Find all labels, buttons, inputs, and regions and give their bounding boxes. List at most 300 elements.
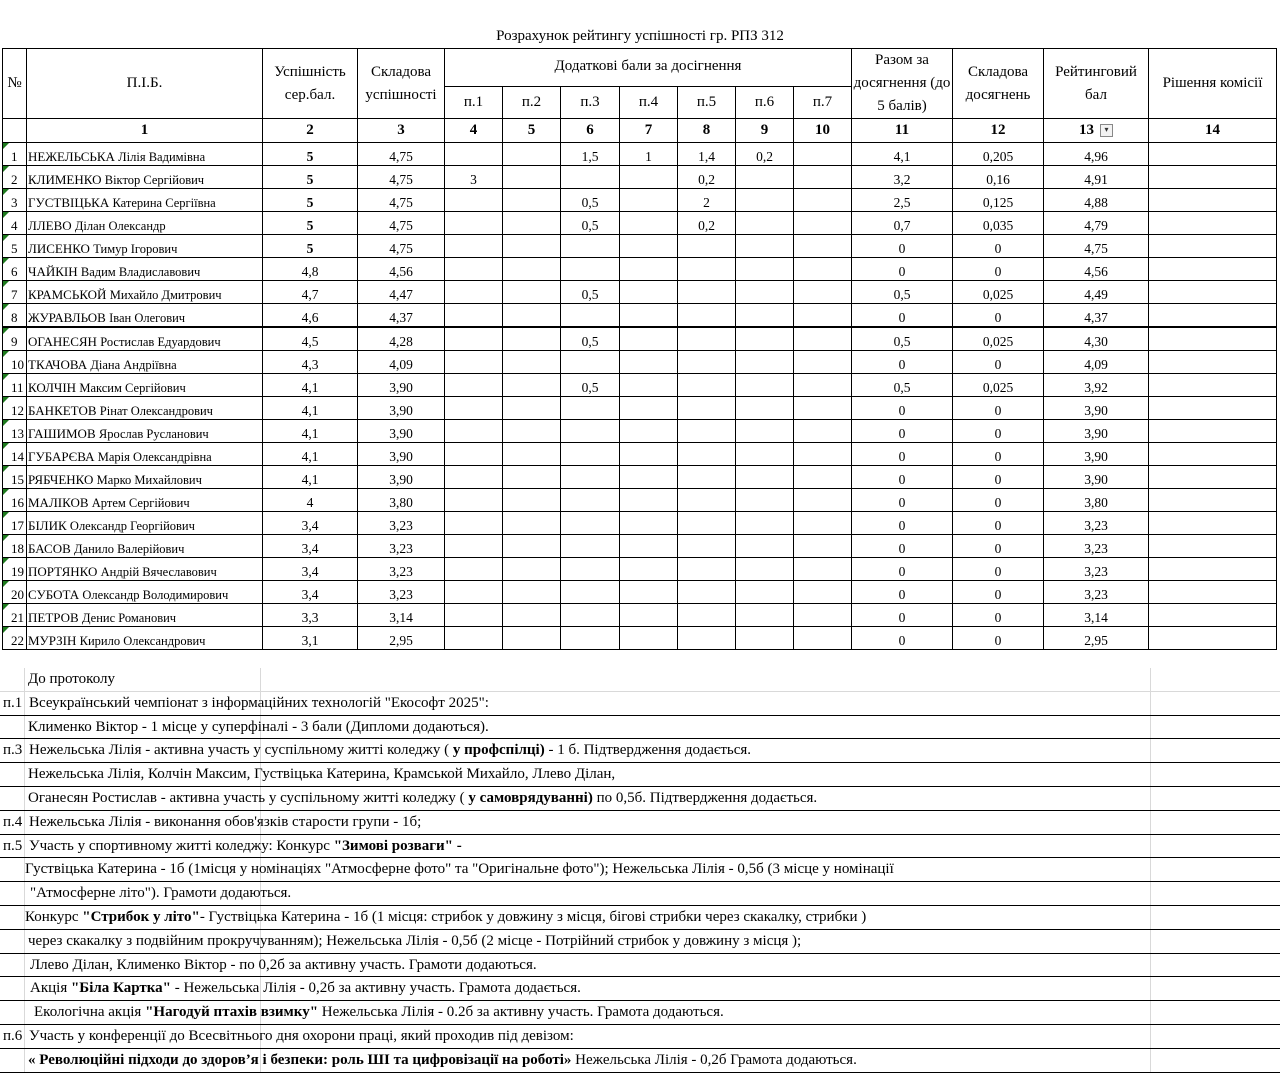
cell-p5[interactable]: 1,4 (678, 143, 736, 166)
student-name-cell[interactable] (27, 374, 263, 397)
cell-p4[interactable] (620, 212, 678, 235)
cell-p4[interactable] (620, 327, 678, 351)
cell-decision[interactable] (1149, 189, 1277, 212)
cell-p7[interactable] (794, 604, 852, 627)
student-name-cell[interactable] (27, 235, 263, 258)
cell-avg[interactable]: 3,4 (263, 512, 358, 535)
cell-p5[interactable] (678, 535, 736, 558)
cell-p2[interactable] (503, 581, 561, 604)
cell-p1[interactable] (445, 327, 503, 351)
cell-p2[interactable] (503, 351, 561, 374)
cell-comp[interactable]: 3,14 (358, 604, 445, 627)
cell-p7[interactable] (794, 466, 852, 489)
cell-p2[interactable] (503, 212, 561, 235)
cell-p7[interactable] (794, 420, 852, 443)
cell-p5[interactable] (678, 351, 736, 374)
cell-p5[interactable] (678, 258, 736, 281)
cell-comp[interactable]: 3,90 (358, 374, 445, 397)
cell-p2[interactable] (503, 235, 561, 258)
cell-comp[interactable]: 3,80 (358, 489, 445, 512)
student-name-cell[interactable] (27, 143, 263, 166)
cell-rating[interactable]: 4,49 (1044, 281, 1149, 304)
cell-p1[interactable] (445, 535, 503, 558)
cell-p2[interactable] (503, 512, 561, 535)
cell-p3[interactable] (561, 351, 620, 374)
cell-p7[interactable] (794, 443, 852, 466)
cell-p5[interactable]: 0,2 (678, 212, 736, 235)
cell-p6[interactable] (736, 558, 794, 581)
cell-comp[interactable]: 3,23 (358, 512, 445, 535)
cell-p5[interactable] (678, 512, 736, 535)
cell-rating[interactable]: 4,09 (1044, 351, 1149, 374)
cell-p3[interactable]: 0,5 (561, 327, 620, 351)
cell-p7[interactable] (794, 189, 852, 212)
row-number-cell[interactable]: 13 (3, 420, 27, 443)
cell-ach[interactable]: 0 (953, 604, 1044, 627)
cell-total[interactable]: 0,7 (852, 212, 953, 235)
student-name-cell[interactable] (27, 512, 263, 535)
cell-p4[interactable] (620, 258, 678, 281)
cell-p6[interactable] (736, 581, 794, 604)
cell-p1[interactable] (445, 512, 503, 535)
cell-p2[interactable] (503, 166, 561, 189)
cell-p4[interactable] (620, 235, 678, 258)
cell-ach[interactable]: 0 (953, 235, 1044, 258)
cell-ach[interactable]: 0,035 (953, 212, 1044, 235)
cell-p3[interactable] (561, 604, 620, 627)
cell-comp[interactable]: 3,90 (358, 420, 445, 443)
cell-ach[interactable]: 0 (953, 258, 1044, 281)
cell-p2[interactable] (503, 443, 561, 466)
row-number-cell[interactable]: 22 (3, 627, 27, 650)
cell-avg[interactable]: 4,1 (263, 374, 358, 397)
cell-comp[interactable]: 3,23 (358, 535, 445, 558)
cell-total[interactable]: 4,1 (852, 143, 953, 166)
row-number-cell[interactable]: 19 (3, 558, 27, 581)
cell-p3[interactable] (561, 489, 620, 512)
cell-p1[interactable] (445, 627, 503, 650)
cell-rating[interactable]: 4,88 (1044, 189, 1149, 212)
cell-p3[interactable]: 1,5 (561, 143, 620, 166)
row-number-cell[interactable]: 7 (3, 281, 27, 304)
cell-comp[interactable]: 3,23 (358, 558, 445, 581)
cell-avg[interactable]: 4,5 (263, 327, 358, 351)
cell-total[interactable]: 0 (852, 397, 953, 420)
cell-p2[interactable] (503, 535, 561, 558)
cell-p6[interactable] (736, 189, 794, 212)
cell-p1[interactable] (445, 397, 503, 420)
cell-avg[interactable]: 5 (263, 212, 358, 235)
cell-decision[interactable] (1149, 235, 1277, 258)
cell-total[interactable]: 0 (852, 627, 953, 650)
cell-decision[interactable] (1149, 466, 1277, 489)
cell-p6[interactable] (736, 212, 794, 235)
cell-total[interactable]: 0 (852, 581, 953, 604)
cell-p4[interactable] (620, 489, 678, 512)
cell-rating[interactable]: 3,23 (1044, 581, 1149, 604)
cell-avg[interactable]: 5 (263, 189, 358, 212)
cell-p1[interactable] (445, 604, 503, 627)
cell-p1[interactable]: 3 (445, 166, 503, 189)
cell-ach[interactable]: 0 (953, 489, 1044, 512)
cell-decision[interactable] (1149, 512, 1277, 535)
cell-rating[interactable]: 4,37 (1044, 304, 1149, 328)
cell-comp[interactable]: 2,95 (358, 627, 445, 650)
cell-rating[interactable]: 4,30 (1044, 327, 1149, 351)
cell-p6[interactable] (736, 374, 794, 397)
cell-total[interactable]: 0 (852, 235, 953, 258)
student-name-cell[interactable] (27, 489, 263, 512)
cell-p2[interactable] (503, 466, 561, 489)
cell-rating[interactable]: 4,56 (1044, 258, 1149, 281)
cell-avg[interactable]: 3,4 (263, 581, 358, 604)
cell-decision[interactable] (1149, 535, 1277, 558)
cell-rating[interactable]: 4,79 (1044, 212, 1149, 235)
cell-avg[interactable]: 4,1 (263, 420, 358, 443)
cell-p5[interactable] (678, 281, 736, 304)
student-name-cell[interactable] (27, 304, 263, 328)
cell-p6[interactable] (736, 166, 794, 189)
cell-rating[interactable]: 3,23 (1044, 512, 1149, 535)
cell-p7[interactable] (794, 558, 852, 581)
cell-p7[interactable] (794, 374, 852, 397)
cell-p3[interactable]: 0,5 (561, 281, 620, 304)
cell-comp[interactable]: 4,37 (358, 304, 445, 328)
student-name-cell[interactable] (27, 443, 263, 466)
cell-p7[interactable] (794, 535, 852, 558)
cell-p4[interactable] (620, 374, 678, 397)
cell-decision[interactable] (1149, 397, 1277, 420)
cell-decision[interactable] (1149, 604, 1277, 627)
row-number-cell[interactable]: 4 (3, 212, 27, 235)
cell-p7[interactable] (794, 281, 852, 304)
cell-p7[interactable] (794, 304, 852, 328)
cell-decision[interactable] (1149, 327, 1277, 351)
cell-p1[interactable] (445, 189, 503, 212)
cell-decision[interactable] (1149, 258, 1277, 281)
cell-p1[interactable] (445, 489, 503, 512)
cell-p3[interactable] (561, 420, 620, 443)
cell-total[interactable]: 0,5 (852, 281, 953, 304)
cell-ach[interactable]: 0 (953, 581, 1044, 604)
cell-p6[interactable] (736, 535, 794, 558)
cell-rating[interactable]: 3,90 (1044, 466, 1149, 489)
cell-p4[interactable] (620, 420, 678, 443)
row-number-cell[interactable]: 17 (3, 512, 27, 535)
cell-p4[interactable] (620, 581, 678, 604)
cell-avg[interactable]: 4,6 (263, 304, 358, 328)
cell-p4[interactable] (620, 443, 678, 466)
cell-total[interactable]: 0 (852, 420, 953, 443)
cell-decision[interactable] (1149, 420, 1277, 443)
cell-p1[interactable] (445, 443, 503, 466)
cell-p5[interactable] (678, 374, 736, 397)
row-number-cell[interactable]: 18 (3, 535, 27, 558)
cell-avg[interactable]: 4,7 (263, 281, 358, 304)
cell-total[interactable]: 0 (852, 304, 953, 328)
cell-p4[interactable] (620, 512, 678, 535)
cell-rating[interactable]: 2,95 (1044, 627, 1149, 650)
cell-rating[interactable]: 3,92 (1044, 374, 1149, 397)
cell-total[interactable]: 0 (852, 258, 953, 281)
cell-avg[interactable]: 3,4 (263, 558, 358, 581)
cell-ach[interactable]: 0 (953, 351, 1044, 374)
cell-total[interactable]: 0,5 (852, 327, 953, 351)
cell-p7[interactable] (794, 212, 852, 235)
student-name-cell[interactable] (27, 281, 263, 304)
cell-avg[interactable]: 3,4 (263, 535, 358, 558)
cell-p5[interactable] (678, 327, 736, 351)
cell-p3[interactable]: 0,5 (561, 212, 620, 235)
cell-p2[interactable] (503, 489, 561, 512)
cell-ach[interactable]: 0,025 (953, 281, 1044, 304)
row-number-cell[interactable]: 11 (3, 374, 27, 397)
cell-p7[interactable] (794, 258, 852, 281)
cell-p4[interactable] (620, 351, 678, 374)
cell-decision[interactable] (1149, 281, 1277, 304)
cell-p7[interactable] (794, 166, 852, 189)
student-name-cell[interactable] (27, 535, 263, 558)
row-number-cell[interactable]: 21 (3, 604, 27, 627)
cell-p7[interactable] (794, 627, 852, 650)
cell-p5[interactable] (678, 304, 736, 328)
cell-avg[interactable]: 5 (263, 143, 358, 166)
cell-p1[interactable] (445, 558, 503, 581)
cell-decision[interactable] (1149, 489, 1277, 512)
cell-p4[interactable] (620, 166, 678, 189)
cell-ach[interactable]: 0 (953, 443, 1044, 466)
cell-comp[interactable]: 3,90 (358, 466, 445, 489)
row-number-cell[interactable]: 10 (3, 351, 27, 374)
cell-decision[interactable] (1149, 374, 1277, 397)
cell-p6[interactable] (736, 351, 794, 374)
cell-avg[interactable]: 5 (263, 235, 358, 258)
cell-comp[interactable]: 4,75 (358, 189, 445, 212)
row-number-cell[interactable]: 20 (3, 581, 27, 604)
student-name-cell[interactable] (27, 558, 263, 581)
cell-ach[interactable]: 0 (953, 420, 1044, 443)
cell-p1[interactable] (445, 466, 503, 489)
cell-p6[interactable] (736, 258, 794, 281)
cell-total[interactable]: 0 (852, 558, 953, 581)
row-number-cell[interactable]: 1 (3, 143, 27, 166)
cell-p5[interactable] (678, 466, 736, 489)
cell-p1[interactable] (445, 304, 503, 328)
row-number-cell[interactable]: 15 (3, 466, 27, 489)
cell-p2[interactable] (503, 189, 561, 212)
cell-p7[interactable] (794, 489, 852, 512)
row-number-cell[interactable]: 14 (3, 443, 27, 466)
cell-p5[interactable] (678, 581, 736, 604)
cell-p1[interactable] (445, 212, 503, 235)
cell-p3[interactable] (561, 166, 620, 189)
cell-p6[interactable] (736, 304, 794, 328)
student-name-cell[interactable] (27, 327, 263, 351)
cell-p3[interactable] (561, 512, 620, 535)
cell-decision[interactable] (1149, 212, 1277, 235)
cell-total[interactable]: 0 (852, 466, 953, 489)
student-name-cell[interactable] (27, 466, 263, 489)
cell-p3[interactable] (561, 627, 620, 650)
cell-p3[interactable] (561, 397, 620, 420)
cell-p6[interactable] (736, 281, 794, 304)
cell-avg[interactable]: 4,8 (263, 258, 358, 281)
cell-p6[interactable] (736, 512, 794, 535)
cell-p7[interactable] (794, 351, 852, 374)
cell-p3[interactable] (561, 466, 620, 489)
cell-ach[interactable]: 0 (953, 627, 1044, 650)
cell-p2[interactable] (503, 327, 561, 351)
student-name-cell[interactable] (27, 189, 263, 212)
cell-p4[interactable] (620, 304, 678, 328)
cell-avg[interactable]: 3,3 (263, 604, 358, 627)
cell-total[interactable]: 0 (852, 489, 953, 512)
cell-p4[interactable] (620, 627, 678, 650)
cell-p4[interactable] (620, 558, 678, 581)
cell-rating[interactable]: 3,23 (1044, 535, 1149, 558)
cell-p4[interactable] (620, 189, 678, 212)
row-number-cell[interactable]: 6 (3, 258, 27, 281)
row-number-cell[interactable]: 8 (3, 304, 27, 328)
row-number-cell[interactable]: 9 (3, 327, 27, 351)
cell-p6[interactable] (736, 397, 794, 420)
cell-total[interactable]: 0,5 (852, 374, 953, 397)
cell-total[interactable]: 0 (852, 443, 953, 466)
cell-p2[interactable] (503, 558, 561, 581)
cell-p1[interactable] (445, 581, 503, 604)
cell-p4[interactable] (620, 466, 678, 489)
cell-total[interactable]: 2,5 (852, 189, 953, 212)
cell-p1[interactable] (445, 420, 503, 443)
cell-ach[interactable]: 0,205 (953, 143, 1044, 166)
cell-p4[interactable] (620, 281, 678, 304)
cell-p3[interactable] (561, 304, 620, 328)
cell-rating[interactable]: 3,80 (1044, 489, 1149, 512)
row-number-cell[interactable]: 5 (3, 235, 27, 258)
student-name-cell[interactable] (27, 258, 263, 281)
cell-p6[interactable] (736, 604, 794, 627)
cell-p2[interactable] (503, 258, 561, 281)
cell-comp[interactable]: 3,90 (358, 397, 445, 420)
student-name-cell[interactable] (27, 212, 263, 235)
cell-p5[interactable] (678, 235, 736, 258)
cell-p7[interactable] (794, 512, 852, 535)
cell-p4[interactable]: 1 (620, 143, 678, 166)
filter-dropdown-icon[interactable]: ▾ (1100, 124, 1113, 137)
cell-decision[interactable] (1149, 143, 1277, 166)
cell-p7[interactable] (794, 581, 852, 604)
cell-ach[interactable]: 0 (953, 535, 1044, 558)
cell-p7[interactable] (794, 235, 852, 258)
cell-p1[interactable] (445, 258, 503, 281)
cell-p3[interactable] (561, 581, 620, 604)
cell-decision[interactable] (1149, 627, 1277, 650)
cell-ach[interactable]: 0 (953, 558, 1044, 581)
cell-ach[interactable]: 0 (953, 512, 1044, 535)
student-name-cell[interactable] (27, 351, 263, 374)
cell-comp[interactable]: 4,56 (358, 258, 445, 281)
student-name-cell[interactable] (27, 581, 263, 604)
cell-comp[interactable]: 3,23 (358, 581, 445, 604)
cell-comp[interactable]: 4,75 (358, 143, 445, 166)
cell-p1[interactable] (445, 281, 503, 304)
cell-decision[interactable] (1149, 351, 1277, 374)
cell-avg[interactable]: 5 (263, 166, 358, 189)
cell-rating[interactable]: 3,14 (1044, 604, 1149, 627)
cell-p7[interactable] (794, 327, 852, 351)
cell-p5[interactable] (678, 558, 736, 581)
cell-p3[interactable] (561, 535, 620, 558)
cell-p6[interactable] (736, 327, 794, 351)
cell-p6[interactable] (736, 443, 794, 466)
cell-ach[interactable]: 0 (953, 304, 1044, 328)
student-name-cell[interactable] (27, 397, 263, 420)
cell-total[interactable]: 0 (852, 604, 953, 627)
cell-rating[interactable]: 4,91 (1044, 166, 1149, 189)
cell-p2[interactable] (503, 374, 561, 397)
cell-p5[interactable] (678, 397, 736, 420)
cell-p2[interactable] (503, 627, 561, 650)
cell-p6[interactable] (736, 235, 794, 258)
cell-p2[interactable] (503, 143, 561, 166)
cell-comp[interactable]: 4,28 (358, 327, 445, 351)
cell-avg[interactable]: 4,1 (263, 443, 358, 466)
student-name-cell[interactable] (27, 166, 263, 189)
cell-p5[interactable] (678, 604, 736, 627)
cell-p2[interactable] (503, 281, 561, 304)
cell-comp[interactable]: 3,90 (358, 443, 445, 466)
cell-total[interactable]: 0 (852, 535, 953, 558)
cell-p3[interactable]: 0,5 (561, 374, 620, 397)
cell-avg[interactable]: 4,3 (263, 351, 358, 374)
cell-p6[interactable] (736, 466, 794, 489)
cell-p4[interactable] (620, 535, 678, 558)
cell-rating[interactable]: 3,90 (1044, 397, 1149, 420)
cell-p3[interactable]: 0,5 (561, 189, 620, 212)
cell-p2[interactable] (503, 420, 561, 443)
cell-p5[interactable] (678, 420, 736, 443)
cell-avg[interactable]: 3,1 (263, 627, 358, 650)
student-name-cell[interactable] (27, 627, 263, 650)
cell-avg[interactable]: 4,1 (263, 397, 358, 420)
cell-p6[interactable] (736, 420, 794, 443)
cell-p4[interactable] (620, 604, 678, 627)
cell-p7[interactable] (794, 143, 852, 166)
cell-decision[interactable] (1149, 443, 1277, 466)
cell-p6[interactable]: 0,2 (736, 143, 794, 166)
cell-rating[interactable]: 3,90 (1044, 443, 1149, 466)
row-number-cell[interactable]: 3 (3, 189, 27, 212)
cell-p2[interactable] (503, 604, 561, 627)
cell-comp[interactable]: 4,75 (358, 212, 445, 235)
cell-rating[interactable]: 3,90 (1044, 420, 1149, 443)
row-number-cell[interactable]: 16 (3, 489, 27, 512)
cell-p6[interactable] (736, 489, 794, 512)
cell-ach[interactable]: 0 (953, 466, 1044, 489)
cell-comp[interactable]: 4,75 (358, 235, 445, 258)
cell-comp[interactable]: 4,47 (358, 281, 445, 304)
cell-decision[interactable] (1149, 304, 1277, 328)
row-number-cell[interactable]: 2 (3, 166, 27, 189)
cell-avg[interactable]: 4,1 (263, 466, 358, 489)
cell-p1[interactable] (445, 374, 503, 397)
cell-p1[interactable] (445, 235, 503, 258)
cell-ach[interactable]: 0,025 (953, 327, 1044, 351)
cell-ach[interactable]: 0,025 (953, 374, 1044, 397)
cell-p3[interactable] (561, 235, 620, 258)
cell-p1[interactable] (445, 143, 503, 166)
cell-p3[interactable] (561, 258, 620, 281)
